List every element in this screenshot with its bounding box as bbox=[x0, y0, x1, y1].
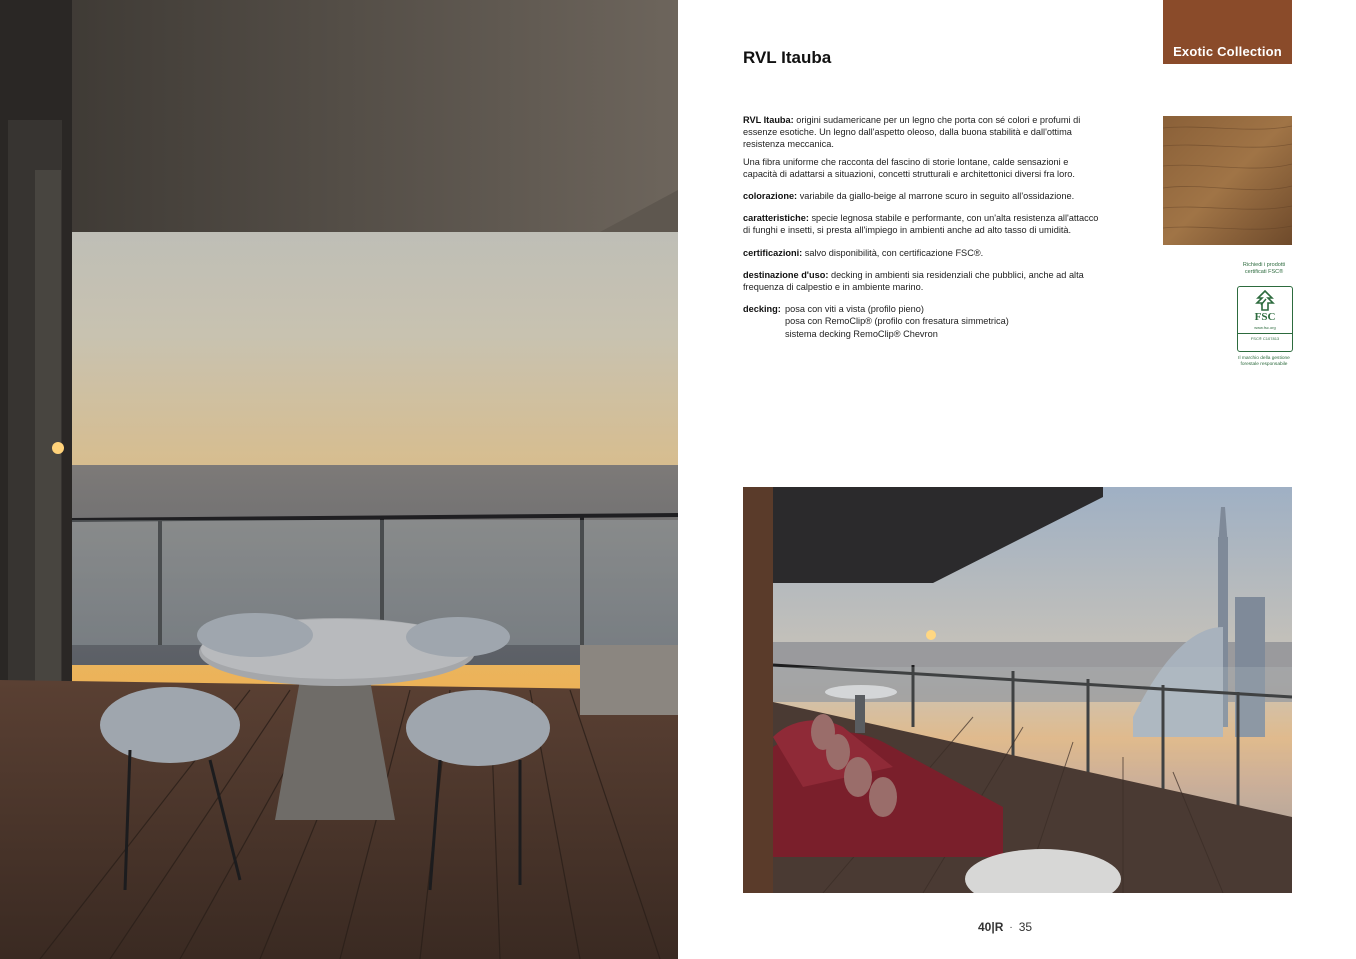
destinazione-text: decking in ambienti sia residenziali che pubblici, anche ad alta frequenza di calpestio e in ambiente marino. bbox=[743, 269, 1084, 293]
fsc-caption: Richiedi i prodotti certificati FSC® bbox=[1242, 262, 1286, 275]
page-number: 35 bbox=[1018, 920, 1033, 934]
product-title: RVL Itauba bbox=[743, 48, 832, 67]
footer-separator: · bbox=[1009, 921, 1013, 933]
intro-text: origini sudamericane per un legno che porta con sé colori e profumi di essenze esotiche. Un legno dall'aspetto oleoso, dalla buona stabilità e dall'ottima resistenza meccanica. bbox=[743, 115, 1081, 150]
certificazioni-paragraph bbox=[743, 247, 1103, 259]
fsc-logo bbox=[1237, 286, 1293, 352]
page-footer bbox=[978, 920, 1032, 934]
colorazione-text: variabile da giallo-beige al marrone scuro in seguito all'ossidazione. bbox=[799, 191, 1075, 202]
intro-label: RVL Itauba: bbox=[743, 115, 794, 125]
certificazioni-text: salvo disponibilità, con certificazione FSC®. bbox=[804, 247, 984, 258]
decking-item: posa con RemoClip® (profilo con fresatura simmetrica) bbox=[785, 316, 1009, 327]
fsc-logo-text: FSC bbox=[1254, 311, 1276, 323]
second-paragraph: Una fibra uniforme che racconta del fascino di storie lontane, calde sensazioni e capacità di adattarsi a situazioni, concetti strutturali e architettonici diversi fra loro. bbox=[743, 156, 1075, 179]
decking-list bbox=[785, 303, 1009, 340]
wood-swatch-image bbox=[1163, 116, 1292, 245]
destinazione-paragraph bbox=[743, 269, 1103, 293]
intro-paragraph bbox=[743, 114, 1103, 151]
caratteristiche-paragraph bbox=[743, 212, 1103, 236]
fsc-url: www.fsc.org bbox=[1254, 325, 1276, 330]
collection-label: Exotic Collection bbox=[1173, 44, 1282, 59]
destinazione-label: destinazione d'uso: bbox=[743, 269, 829, 280]
fsc-code: FSC® C107813 bbox=[1238, 333, 1292, 341]
fsc-subcaption: Il marchio della gestione forestale responsabile bbox=[1238, 356, 1290, 367]
brand-mark: 40|R bbox=[978, 920, 1004, 934]
certificazioni-label: certificazioni: bbox=[743, 247, 803, 258]
decking-item: posa con viti a vista (profilo pieno) bbox=[785, 304, 924, 315]
terrace-sofa-photo bbox=[743, 487, 1292, 893]
product-page bbox=[678, 0, 1356, 959]
product-description bbox=[743, 114, 1103, 340]
caratteristiche-text: specie legnosa stabile e performante, con un'alta resistenza all'attacco di funghi e insetti, si presta all'impiego in ambienti anche ad alto tasso di umidità. bbox=[743, 213, 1099, 236]
colorazione-paragraph bbox=[743, 190, 1103, 202]
fsc-tree-icon bbox=[1252, 290, 1278, 312]
caratteristiche-label: caratteristiche: bbox=[743, 213, 809, 224]
decking-item: sistema decking RemoClip® Chevron bbox=[785, 328, 938, 339]
collection-tab bbox=[1163, 0, 1292, 64]
decking-section bbox=[743, 303, 1103, 340]
colorazione-label: colorazione: bbox=[743, 191, 798, 202]
decking-label: decking: bbox=[743, 304, 781, 315]
